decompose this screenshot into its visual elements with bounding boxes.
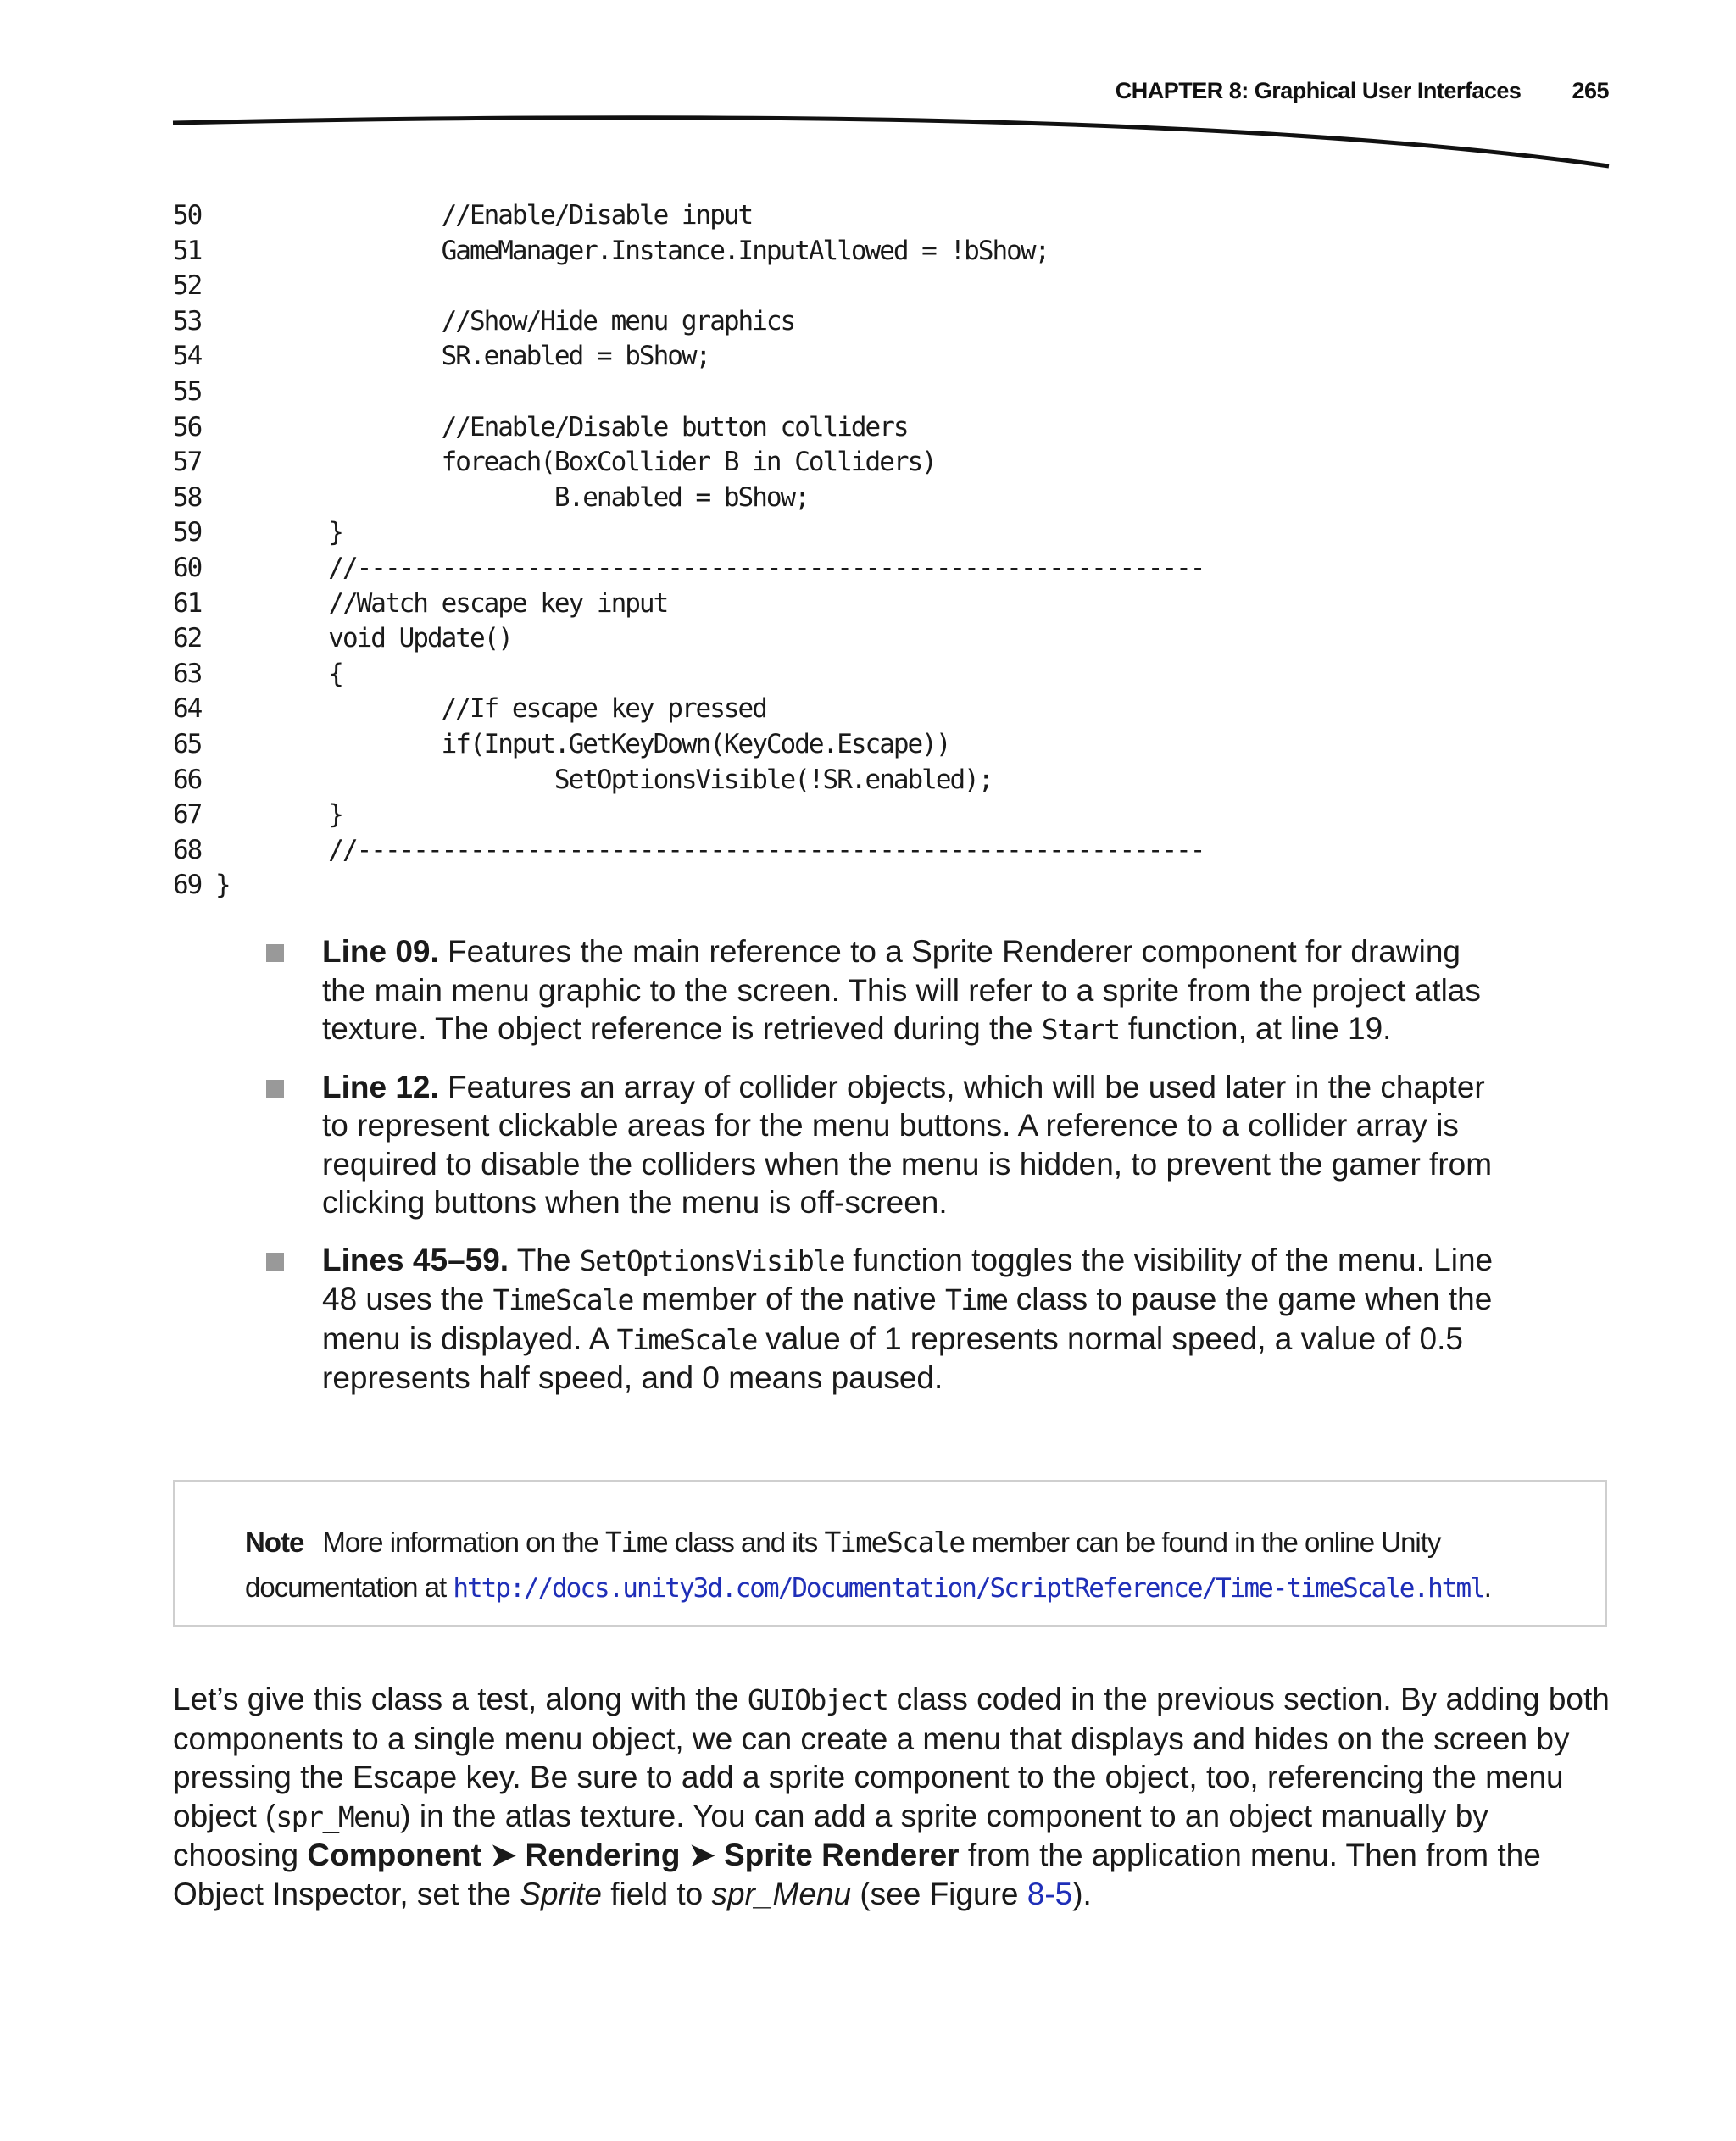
bullet-label: Line 09. bbox=[322, 934, 439, 969]
code-text: //Enable/Disable input bbox=[215, 200, 753, 231]
code-text: //If escape key pressed bbox=[215, 693, 766, 725]
code-text: void Update() bbox=[215, 623, 512, 654]
code-line bbox=[173, 445, 1204, 481]
line-number: 68 bbox=[173, 834, 202, 865]
italic-term: spr_Menu bbox=[711, 1876, 852, 1911]
italic-term: Sprite bbox=[520, 1876, 602, 1911]
list-item bbox=[266, 1068, 1504, 1222]
code-line bbox=[173, 798, 1204, 833]
line-number: 69 bbox=[173, 870, 202, 901]
note-label: Note bbox=[245, 1527, 304, 1558]
list-item bbox=[266, 1241, 1504, 1398]
line-number: 52 bbox=[173, 270, 202, 302]
line-number: 61 bbox=[173, 587, 202, 619]
inline-code: TimeScale bbox=[492, 1283, 633, 1316]
line-number: 58 bbox=[173, 481, 202, 513]
menu-path: Component ➤ Rendering ➤ Sprite Renderer bbox=[307, 1838, 960, 1872]
code-line bbox=[173, 727, 1204, 763]
bullet-text: value of 1 represents normal speed, a value of 0.5 represents half speed, and 0 means paused. bbox=[322, 1321, 1463, 1395]
code-line bbox=[173, 621, 1204, 657]
code-line bbox=[173, 763, 1204, 798]
para-segment: field to bbox=[601, 1876, 712, 1911]
note-text bbox=[245, 1520, 1567, 1611]
code-text: } bbox=[215, 517, 342, 548]
inline-code: TimeScale bbox=[616, 1322, 757, 1356]
inline-code: spr_Menu bbox=[275, 1799, 401, 1833]
bullet-text: Features the main reference to a Sprite Renderer component for drawing the main menu graphic to the screen. This will refer to a sprite from the project atlas texture. The object reference is retrieved during the bbox=[322, 934, 1481, 1046]
para-segment: ). bbox=[1072, 1876, 1092, 1911]
note-segment: class and its bbox=[667, 1527, 825, 1558]
header-rule bbox=[0, 0, 1736, 186]
inline-code: TimeScale bbox=[824, 1526, 965, 1559]
code-text: //Enable/Disable button colliders bbox=[215, 411, 908, 442]
documentation-link[interactable]: http://docs.unity3d.com/Documentation/ScriptReference/Time-timeScale.html bbox=[453, 1573, 1484, 1604]
code-line bbox=[173, 304, 1204, 340]
code-line bbox=[173, 375, 1204, 410]
line-number: 67 bbox=[173, 799, 202, 831]
line-number: 60 bbox=[173, 552, 202, 583]
code-line bbox=[173, 657, 1204, 692]
code-line bbox=[173, 587, 1204, 622]
note-box bbox=[173, 1480, 1607, 1627]
code-text: B.enabled = bShow; bbox=[215, 481, 809, 513]
figure-reference-link[interactable]: 8-5 bbox=[1027, 1876, 1073, 1911]
line-number: 63 bbox=[173, 658, 202, 689]
code-text: //Watch escape key input bbox=[215, 587, 668, 619]
note-segment: member can be found in the online Unity documentation at bbox=[245, 1527, 1441, 1603]
inline-code: Time bbox=[945, 1283, 1008, 1316]
list-item bbox=[266, 932, 1504, 1049]
para-segment: Let’s give this class a test, along with the bbox=[173, 1682, 748, 1716]
bullet-text: function, at line 19. bbox=[1119, 1011, 1392, 1046]
line-number: 57 bbox=[173, 447, 202, 478]
para-segment: from the application menu. Then from the Object Inspector, set the bbox=[173, 1838, 1541, 1911]
note-segment: . bbox=[1483, 1571, 1491, 1603]
bullet-text: Features an array of collider objects, which will be used later in the chapter to represent clickable areas for the menu buttons. A reference to a collider array is required to disable the colliders when the menu is hidden, to prevent the gamer from clicking buttons when the menu is off-screen. bbox=[322, 1069, 1493, 1220]
line-number: 51 bbox=[173, 235, 202, 266]
line-number: 54 bbox=[173, 341, 202, 372]
bullet-text: member of the native bbox=[632, 1282, 946, 1316]
note-segment: More information on the bbox=[322, 1527, 606, 1558]
page-number: 265 bbox=[1572, 78, 1609, 103]
code-text: } bbox=[215, 870, 230, 901]
code-text: //------------------------------------------------------------ bbox=[215, 552, 1205, 583]
line-number: 62 bbox=[173, 623, 202, 654]
code-line bbox=[173, 410, 1204, 446]
bullet-square-icon bbox=[266, 1253, 284, 1271]
bullet-text: function toggles the visibility of the menu. Line 48 uses the bbox=[322, 1242, 1494, 1316]
inline-code: Start bbox=[1041, 1013, 1120, 1046]
para-segment: class coded in the previous section. By adding both components to a single menu object, we can create a menu that displays and hides on the screen by pressing the Escape key. Be sure to add a sprite component to the object, too, referencing the menu object ( bbox=[173, 1682, 1610, 1833]
code-text: foreach(BoxCollider B in Colliders) bbox=[215, 447, 936, 478]
code-line bbox=[173, 269, 1204, 304]
bullet-square-icon bbox=[266, 944, 284, 962]
para-segment: (see Figure bbox=[851, 1876, 1027, 1911]
line-number: 53 bbox=[173, 305, 202, 336]
inline-code: GUIObject bbox=[748, 1683, 888, 1716]
line-number: 50 bbox=[173, 200, 202, 231]
bullet-label: Line 12. bbox=[322, 1069, 439, 1104]
code-line bbox=[173, 868, 1204, 904]
code-text: if(Input.GetKeyDown(KeyCode.Escape)) bbox=[215, 728, 950, 759]
line-number: 66 bbox=[173, 764, 202, 795]
code-line bbox=[173, 198, 1204, 234]
code-line bbox=[173, 515, 1204, 551]
bullet-text: The bbox=[509, 1242, 580, 1277]
body-paragraph bbox=[173, 1680, 1614, 1913]
line-number: 65 bbox=[173, 728, 202, 759]
chapter-title: CHAPTER 8: Graphical User Interfaces bbox=[1115, 78, 1522, 103]
code-listing bbox=[173, 198, 1204, 904]
bullet-label: Lines 45–59. bbox=[322, 1242, 509, 1277]
code-text: SR.enabled = bShow; bbox=[215, 341, 710, 372]
code-line bbox=[173, 234, 1204, 270]
para-segment: ) in the atlas texture. You can add a sprite component to an object manually by choosing bbox=[173, 1798, 1488, 1872]
line-number: 64 bbox=[173, 693, 202, 725]
code-text: } bbox=[215, 799, 342, 831]
bullet-list bbox=[266, 932, 1504, 1416]
code-line bbox=[173, 692, 1204, 727]
code-text: //------------------------------------------------------------ bbox=[215, 834, 1205, 865]
code-line bbox=[173, 481, 1204, 516]
code-text: { bbox=[215, 658, 342, 689]
code-text: GameManager.Instance.InputAllowed = !bShow; bbox=[215, 235, 1049, 266]
code-line bbox=[173, 339, 1204, 375]
inline-code: SetOptionsVisible bbox=[579, 1243, 845, 1277]
code-line bbox=[173, 551, 1204, 587]
bullet-text: class to pause the game when the menu is displayed. A bbox=[322, 1282, 1493, 1356]
bullet-square-icon bbox=[266, 1080, 284, 1098]
code-text: //Show/Hide menu graphics bbox=[215, 305, 795, 336]
line-number: 56 bbox=[173, 411, 202, 442]
line-number: 55 bbox=[173, 375, 202, 407]
inline-code: Time bbox=[605, 1526, 668, 1559]
code-line bbox=[173, 833, 1204, 869]
line-number: 59 bbox=[173, 517, 202, 548]
code-text: SetOptionsVisible(!SR.enabled); bbox=[215, 764, 993, 795]
